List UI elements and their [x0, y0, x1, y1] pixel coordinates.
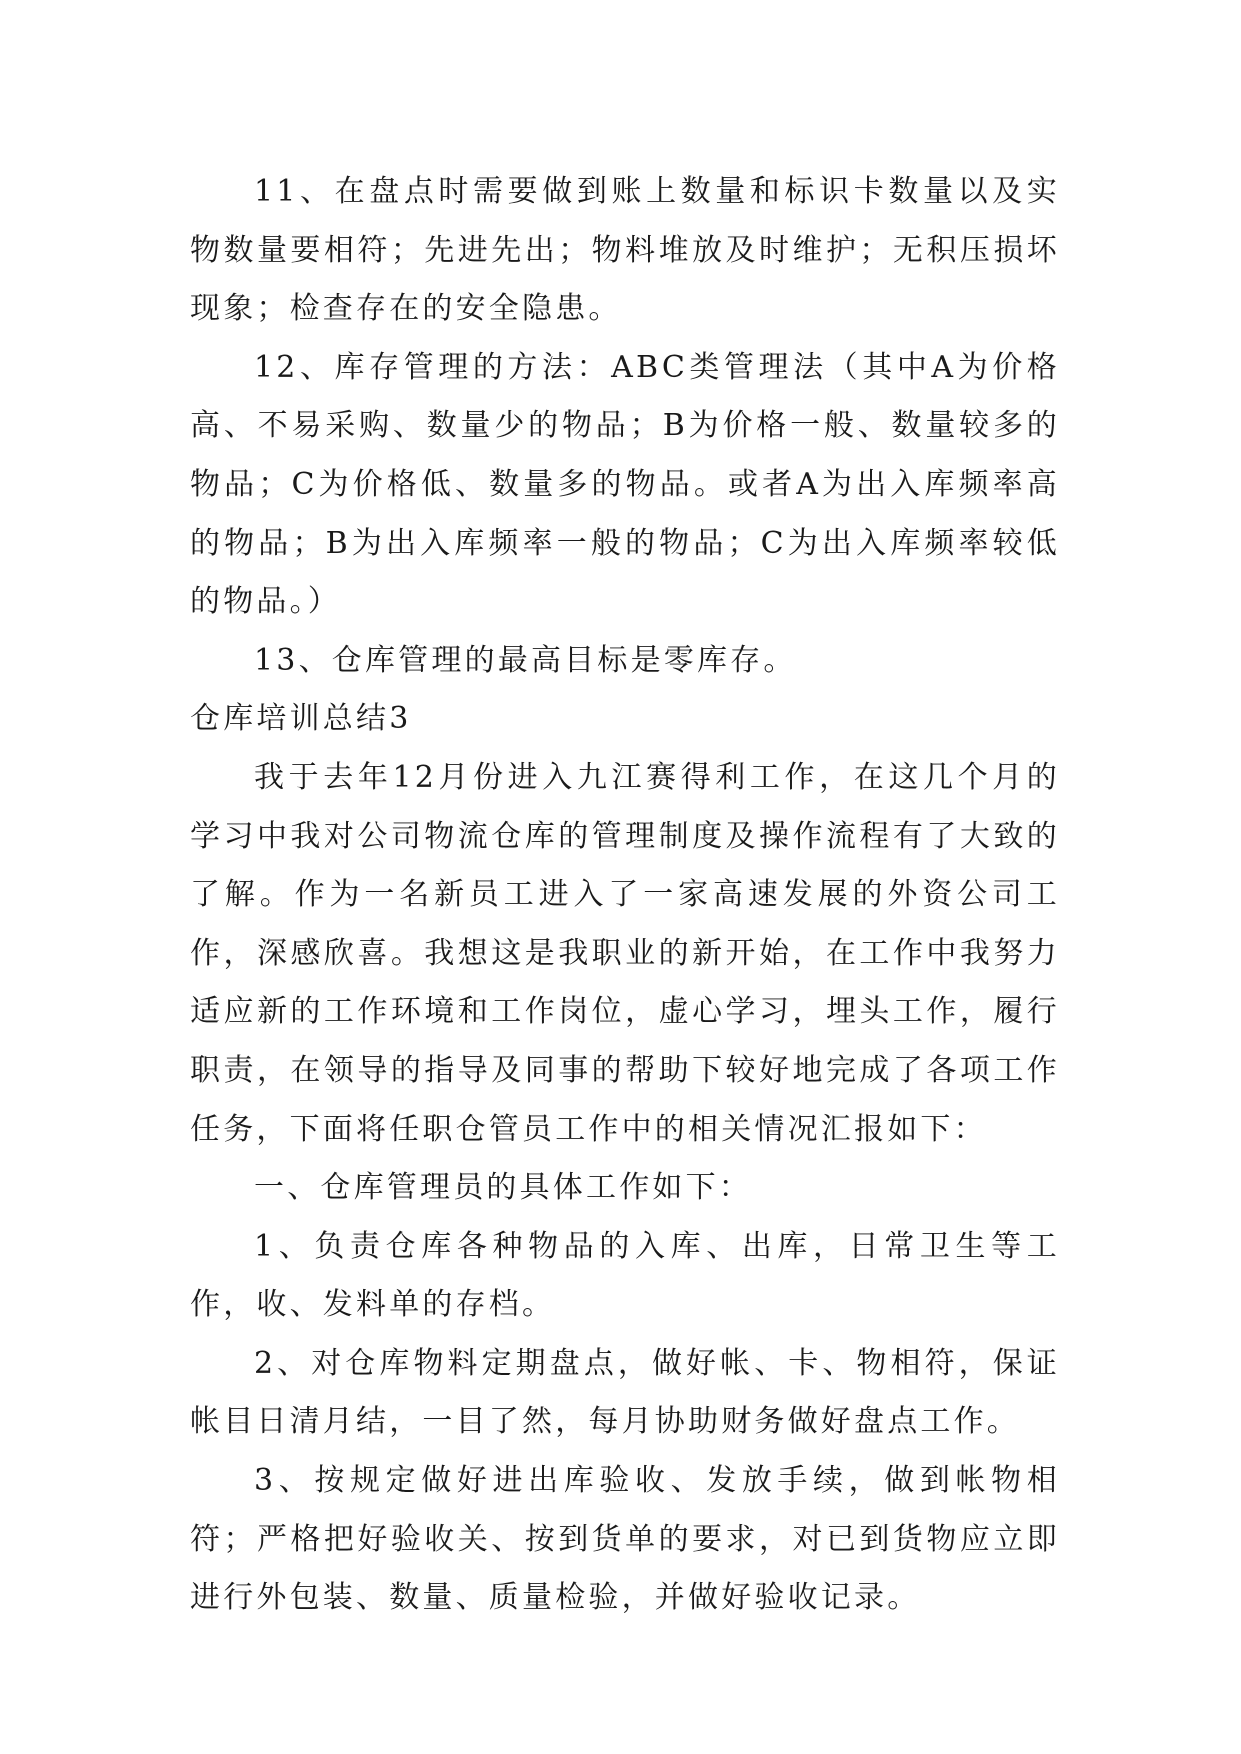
paragraph-item-11: 11、在盘点时需要做到账上数量和标识卡数量以及实物数量要相符；先进先出；物料堆放及时维护；无积压损坏现象；检查存在的安全隐患。: [190, 174, 1060, 327]
paragraph-duty-1: 1、负责仓库各种物品的入库、出库，日常卫生等工作，收、发料单的存档。: [190, 1228, 1060, 1323]
paragraph-item-12: 12、库存管理的方法：ABC类管理法（其中A为价格高、不易采购、数量少的物品；B为价格一般、数量较多的物品；C为价格低、数量多的物品。或者A为出入库频率高的物品；B为出入库频率一般的物品；C为出入库频率较低的物品。）: [190, 349, 1060, 620]
paragraph-section-one: 一、仓库管理员的具体工作如下：: [254, 1170, 752, 1206]
paragraph-item-13: 13、仓库管理的最高目标是零库存。: [254, 642, 797, 678]
paragraph-duty-3: 3、按规定做好进出库验收、发放手续，做到帐物相符；严格把好验收关、按到货单的要求，对已到货物应立即进行外包装、数量、质量检验，并做好验收记录。: [190, 1463, 1060, 1616]
paragraph-duty-2: 2、对仓库物料定期盘点，做好帐、卡、物相符，保证帐目日清月结，一目了然，每月协助财务做好盘点工作。: [190, 1345, 1060, 1440]
section-heading: 仓库培训总结3: [190, 701, 412, 737]
document-body: [190, 163, 1060, 1628]
paragraph-intro: 我于去年12月份进入九江赛得利工作，在这几个月的学习中我对公司物流仓库的管理制度及操作流程有了大致的了解。作为一名新员工进入了一家高速发展的外资公司工作，深感欣喜。我想这是我职业的新开始，在工作中我努力适应新的工作环境和工作岗位，虚心学习，埋头工作，履行职责，在领导的指导及同事的帮助下较好地完成了各项工作任务，下面将任职仓管员工作中的相关情况汇报如下：: [190, 759, 1060, 1147]
